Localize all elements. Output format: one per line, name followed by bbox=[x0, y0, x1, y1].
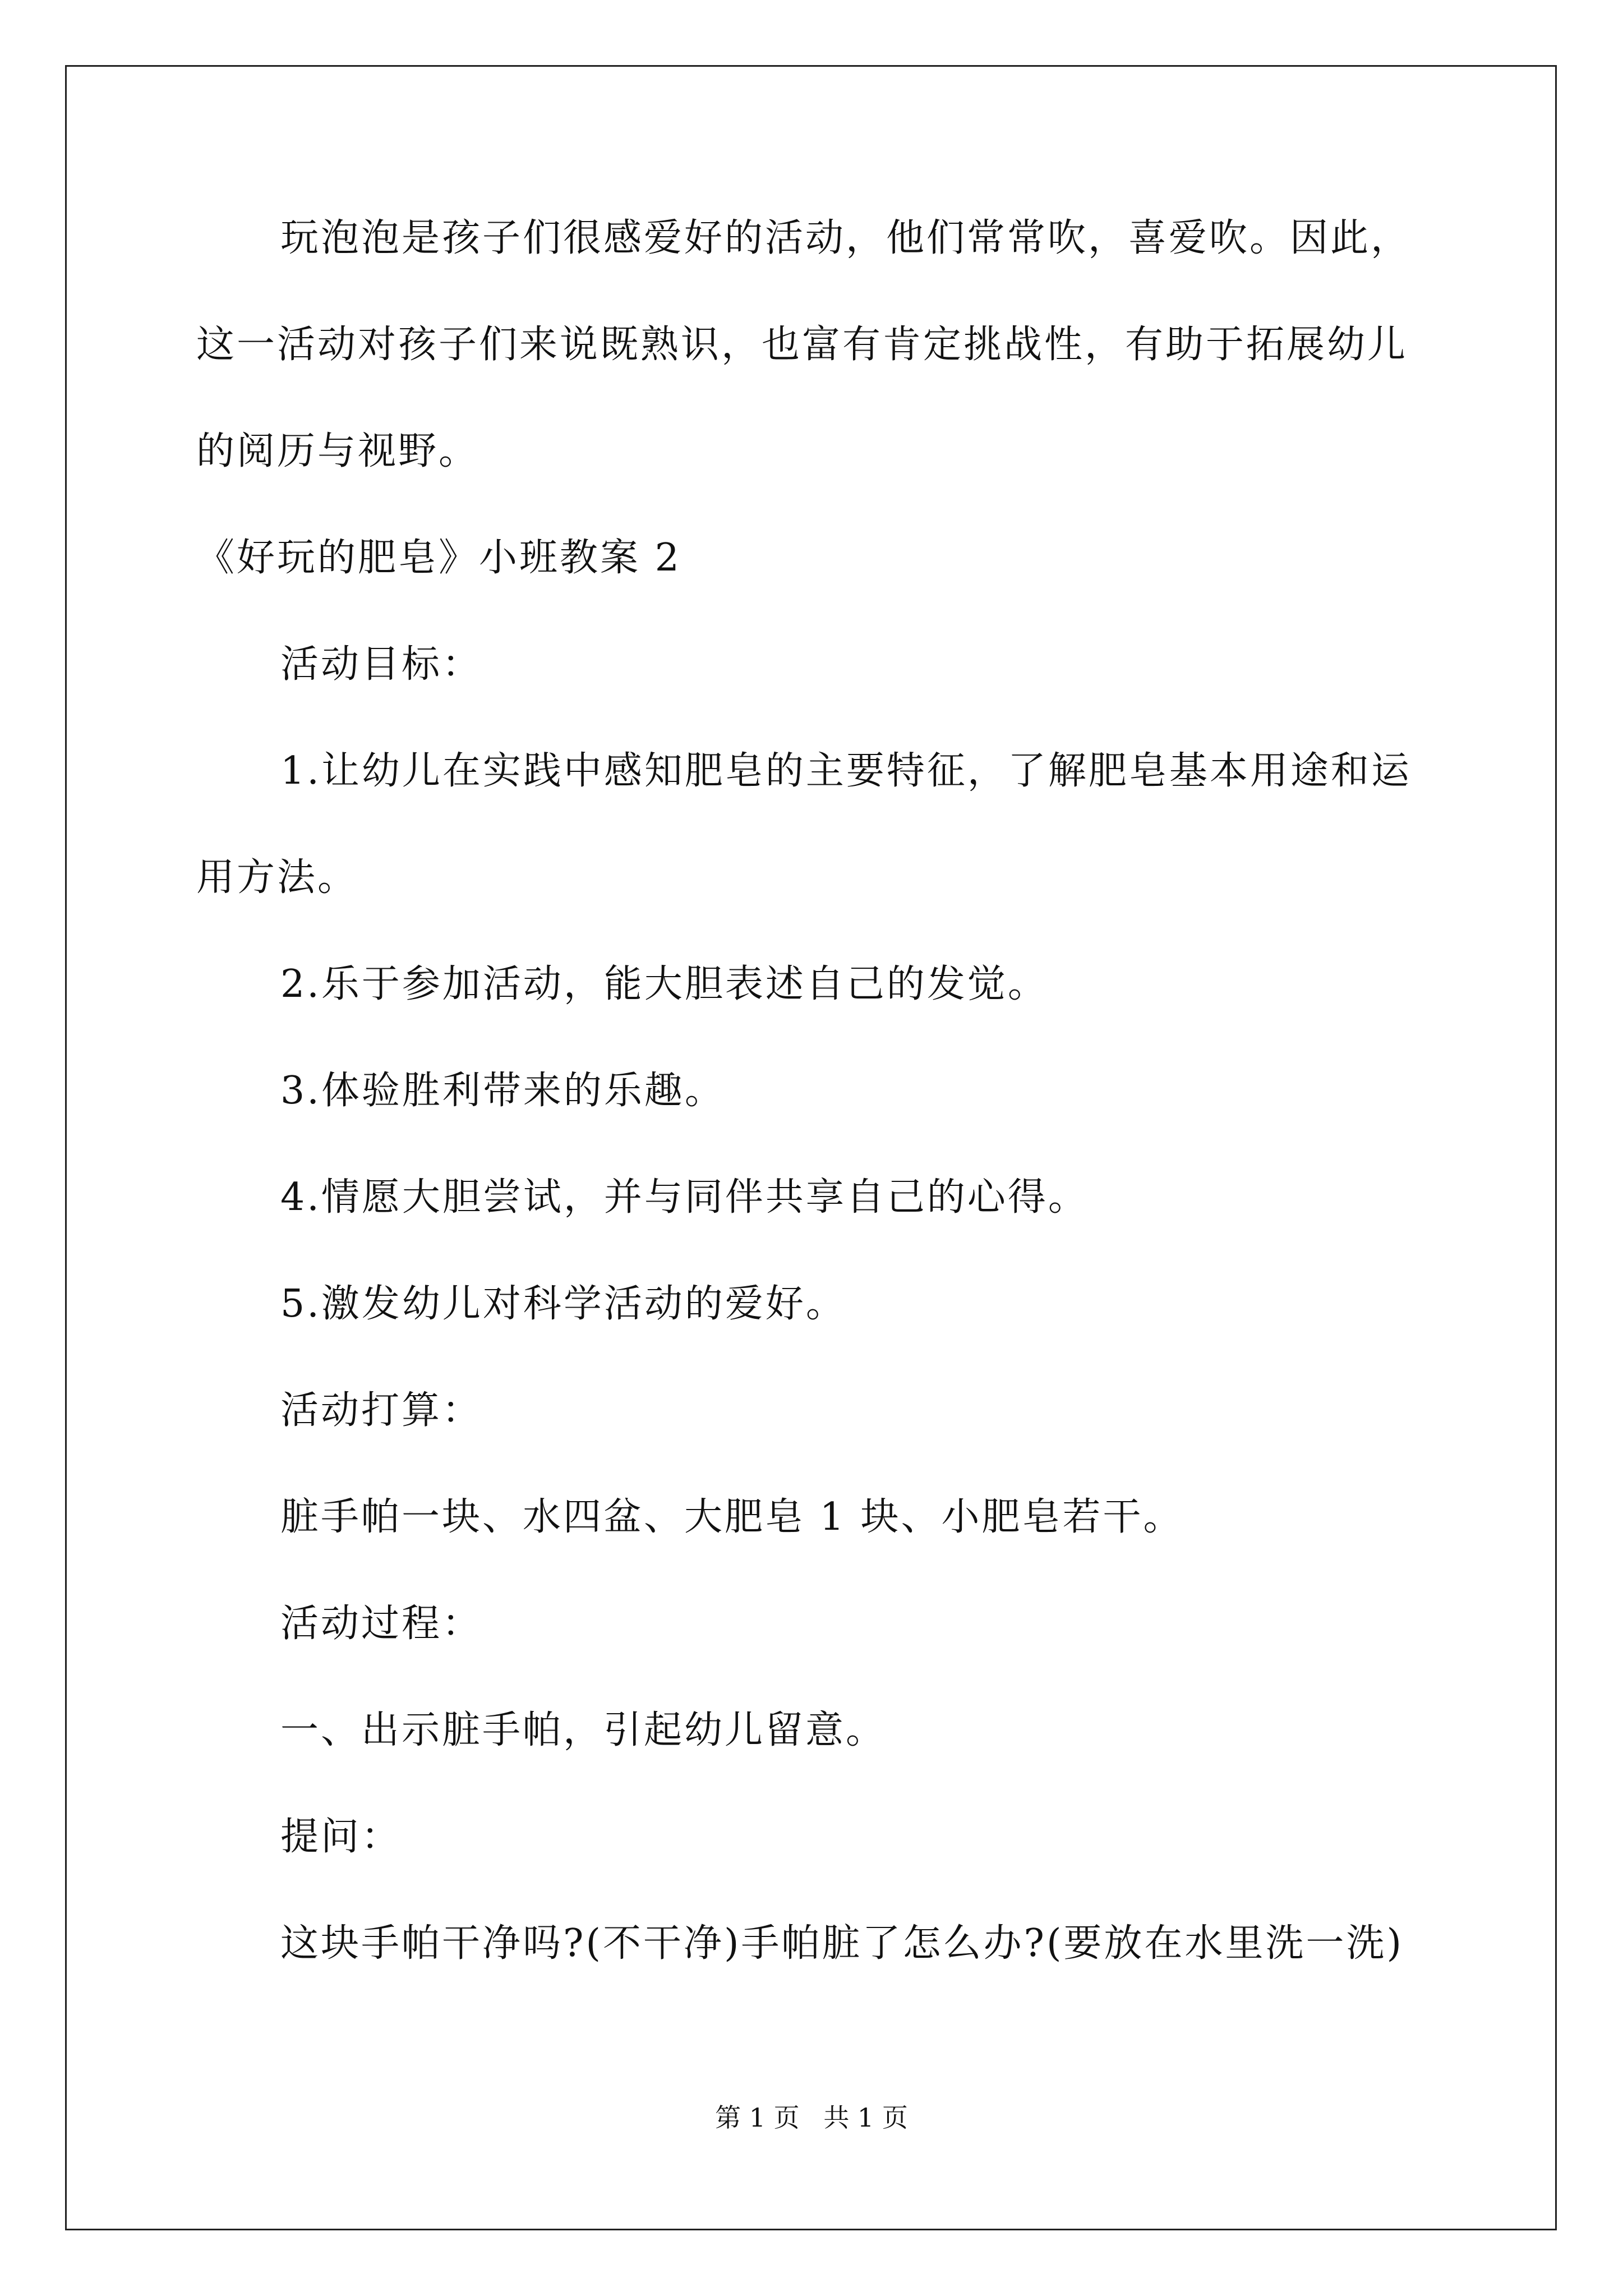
page-number: 第 1 页 bbox=[715, 2102, 800, 2133]
list-item: 2.乐于参加活动，能大胆表述自己的发觉。 bbox=[280, 962, 1048, 1006]
section-heading: 活动目标： bbox=[280, 642, 483, 687]
paragraph-line: 玩泡泡是孩子们很感爱好的活动，他们常常吹，喜爱吹。因此， bbox=[280, 216, 1412, 260]
list-item: 5.激发幼儿对科学活动的爱好。 bbox=[280, 1282, 846, 1326]
paragraph-line: 这一活动对孩子们来说既熟识，也富有肯定挑战性，有助于拓展幼儿 bbox=[196, 323, 1408, 367]
page-total: 共 1 页 bbox=[823, 2102, 908, 2133]
paragraph-line: 提问： bbox=[280, 1815, 402, 1859]
section-heading: 活动打算： bbox=[280, 1388, 483, 1433]
section-title: 《好玩的肥皂》小班教案 2 bbox=[196, 536, 681, 580]
paragraph-line: 的阅历与视野。 bbox=[196, 429, 479, 473]
page-border bbox=[65, 65, 1557, 2230]
section-heading: 活动过程： bbox=[280, 1602, 483, 1646]
list-item: 1.让幼儿在实践中感知肥皂的主要特征，了解肥皂基本用途和运 bbox=[280, 749, 1412, 793]
list-item: 3.体验胜利带来的乐趣。 bbox=[280, 1069, 725, 1113]
paragraph-line: 这块手帕干净吗?(不干净)手帕脏了怎么办?(要放在水里洗一洗) bbox=[280, 1921, 1404, 1966]
list-item: 4.情愿大胆尝试，并与同伴共享自己的心得。 bbox=[280, 1175, 1089, 1220]
paragraph-line: 一、出示脏手帕，引起幼儿留意。 bbox=[280, 1708, 887, 1752]
page-footer bbox=[0, 2101, 1623, 2134]
list-item-continuation: 用方法。 bbox=[196, 855, 358, 900]
paragraph-line: 脏手帕一块、水四盆、大肥皂 1 块、小肥皂若干。 bbox=[280, 1495, 1184, 1539]
